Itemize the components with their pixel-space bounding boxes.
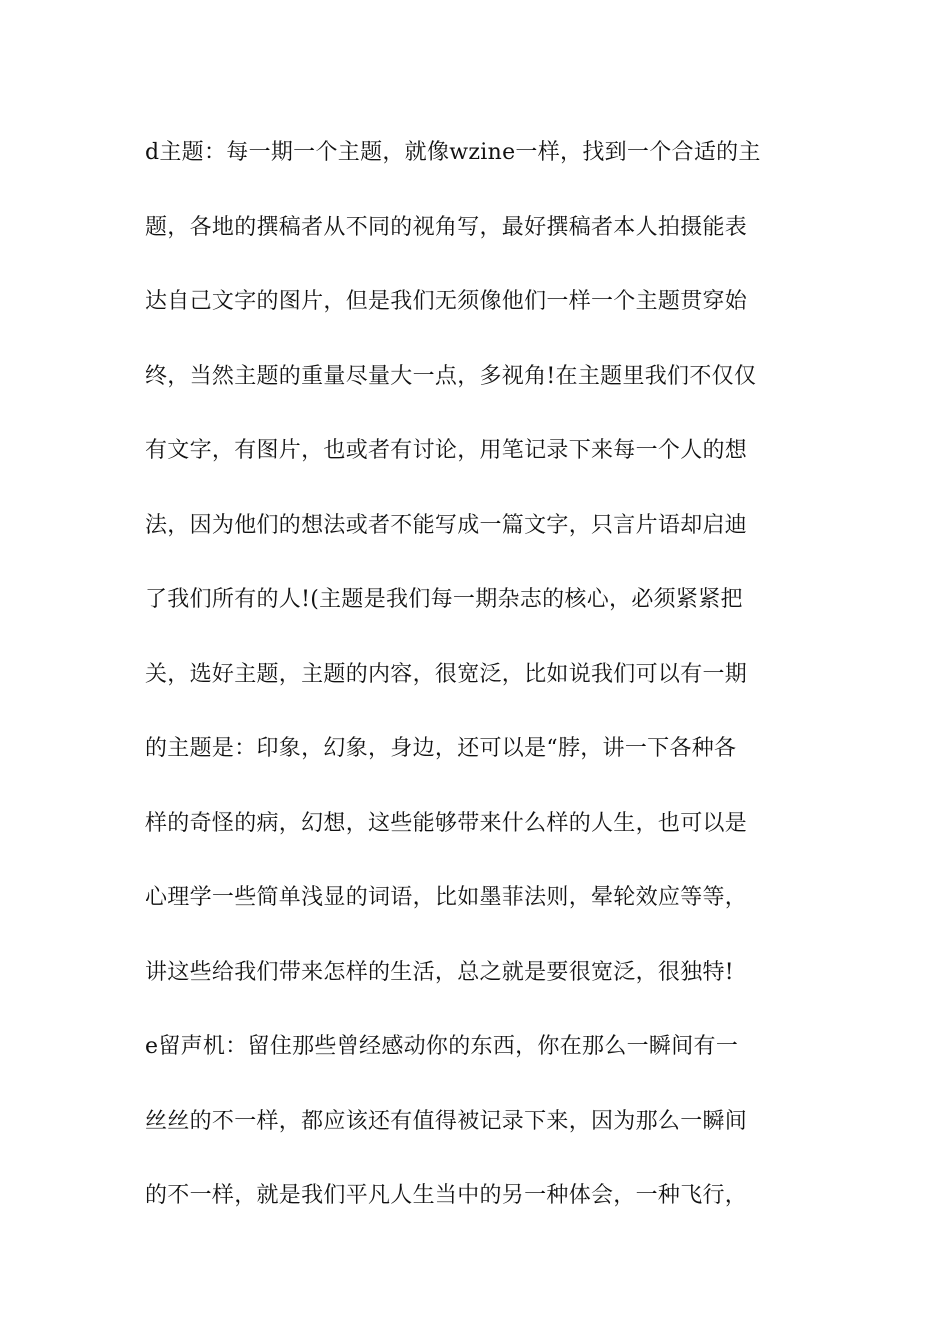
- text-line: 法，因为他们的想法或者不能写成一篇文字，只言片语却启迪: [145, 512, 748, 538]
- text-line: 题，各地的撰稿者从不同的视角写，最好撰稿者本人拍摄能表: [145, 214, 748, 240]
- body-text: [145, 134, 810, 1252]
- text-line: 丝丝的不一样，都应该还有值得被记录下来，因为那么一瞬间: [145, 1108, 748, 1134]
- text-line: 心理学一些简单浅显的词语，比如墨菲法则，晕轮效应等等，: [145, 885, 748, 910]
- text-line: 有文字，有图片，也或者有讨论，用笔记录下来每一个人的想: [145, 438, 748, 463]
- text-line: 样的奇怪的病，幻想，这些能够带来什么样的人生，也可以是: [145, 810, 748, 836]
- text-line: 的不一样，就是我们平凡人生当中的另一种体会，一种飞行，: [145, 1183, 748, 1208]
- text-line: d主题：每一期一个主题，就像wzine一样，找到一个合适的主: [145, 140, 761, 165]
- text-line: 的主题是：印象，幻象，身边，还可以是“脖，讲一下各种各: [145, 736, 737, 761]
- text-line: 关，选好主题，主题的内容，很宽泛，比如说我们可以有一期: [145, 661, 748, 687]
- text-line: e留声机：留住那些曾经感动你的东西，你在那么一瞬间有一: [145, 1034, 739, 1059]
- text-line: 终，当然主题的重量尽量大一点，多视角!在主题里我们不仅仅: [145, 363, 757, 389]
- text-line: 了我们所有的人!(主题是我们每一期杂志的核心，必须紧紧把: [145, 587, 743, 612]
- text-line: 达自己文字的图片，但是我们无须像他们一样一个主题贯穿始: [145, 289, 748, 314]
- text-line: 讲这些给我们带来怎样的生活，总之就是要很宽泛，很独特!: [145, 959, 734, 985]
